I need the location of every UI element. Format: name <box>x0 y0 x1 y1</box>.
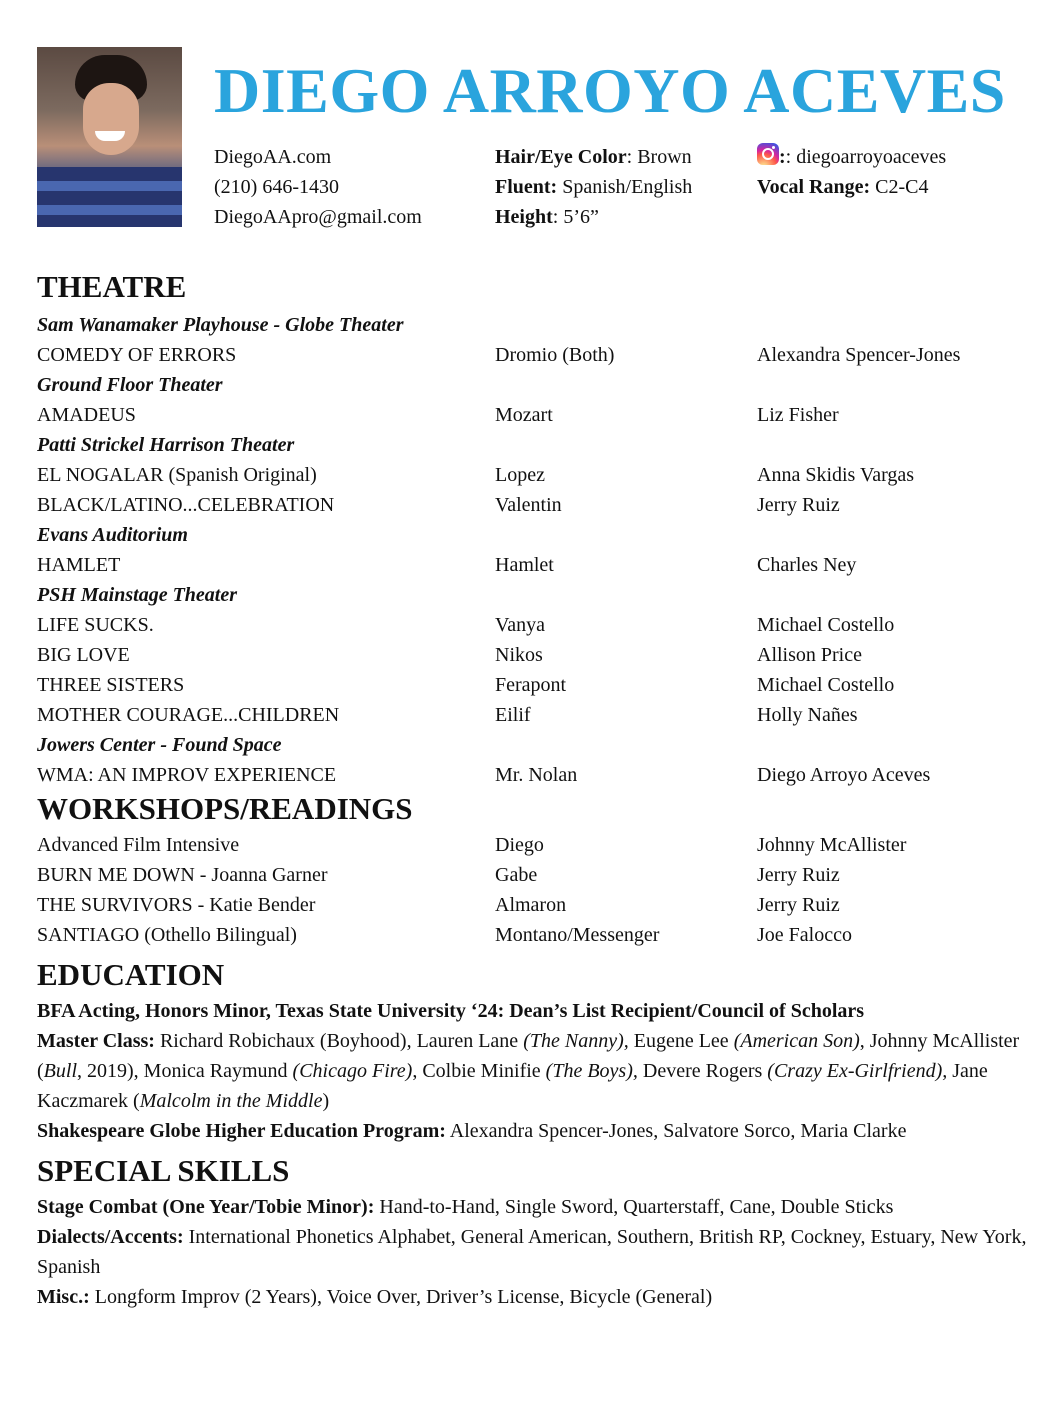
show-title: LIFE SUCKS. <box>37 614 154 636</box>
phone-number[interactable]: (210) 646-1430 <box>214 176 339 198</box>
director: Jerry Ruiz <box>757 494 840 516</box>
show-title: THE SURVIVORS - Katie Bender <box>37 894 316 916</box>
stage-combat: Stage Combat (One Year/Tobie Minor): Hand-to-Hand, Single Sword, Quarterstaff, Cane, Double Sticks <box>37 1196 894 1218</box>
fluent-languages: Fluent: Spanish/English <box>495 176 693 198</box>
instagram-icon <box>757 143 779 165</box>
director: Diego Arroyo Aceves <box>757 764 931 786</box>
role: Vanya <box>495 614 545 636</box>
venue-name: Ground Floor Theater <box>37 374 223 396</box>
photo-face <box>83 83 139 155</box>
venue-name: Jowers Center - Found Space <box>37 734 282 756</box>
resume-body <box>37 266 1027 1312</box>
theatre-group <box>37 430 1027 520</box>
venue-name: Evans Auditorium <box>37 524 188 546</box>
director: Holly Nañes <box>757 704 858 726</box>
role: Mr. Nolan <box>495 764 578 786</box>
credit-row <box>37 460 1027 490</box>
role: Nikos <box>495 644 543 666</box>
director: Allison Price <box>757 644 862 666</box>
show-title: AMADEUS <box>37 404 136 426</box>
degree-line: BFA Acting, Honors Minor, Texas State University ‘24: Dean’s List Recipient/Council of Scholars <box>37 1000 865 1022</box>
show-title: Advanced Film Intensive <box>37 834 240 856</box>
role: Hamlet <box>495 554 554 576</box>
instagram-link[interactable]: :: diegoarroyoaceves <box>757 142 946 172</box>
director: Johnny McAllister <box>757 834 907 856</box>
credit-row <box>37 830 1027 860</box>
credit-row <box>37 670 1027 700</box>
skills-heading: SPECIAL SKILLS <box>37 1153 290 1188</box>
role: Almaron <box>495 894 567 916</box>
globe-program: Shakespeare Globe Higher Education Program: Alexandra Spencer-Jones, Salvatore Sorco, Maria Clarke <box>37 1120 907 1142</box>
venue-name: PSH Mainstage Theater <box>37 584 238 606</box>
social-vocal <box>757 142 946 202</box>
show-title: EL NOGALAR (Spanish Original) <box>37 464 317 486</box>
physical-stats <box>495 142 692 232</box>
dialects-accents: Dialects/Accents: International Phonetics Alphabet, General American, Southern, British RP, Cockney, Estuary, New York, Spanish <box>37 1226 1027 1278</box>
director: Anna Skidis Vargas <box>757 464 915 486</box>
role: Montano/Messenger <box>495 924 660 946</box>
credit-row <box>37 860 1027 890</box>
credit-row <box>37 490 1027 520</box>
role: Ferapont <box>495 674 567 696</box>
show-title: BLACK/LATINO...CELEBRATION <box>37 494 335 516</box>
photo-shirt <box>37 167 182 227</box>
role: Lopez <box>495 464 545 486</box>
role: Diego <box>495 834 544 856</box>
credit-row <box>37 760 1027 790</box>
contact-info <box>214 142 422 232</box>
show-title: MOTHER COURAGE...CHILDREN <box>37 704 340 726</box>
theatre-group <box>37 580 1027 730</box>
role: Mozart <box>495 404 553 426</box>
theatre-group <box>37 310 1027 370</box>
actor-name: DIEGO ARROYO ACEVES <box>214 55 1006 126</box>
credit-row <box>37 890 1027 920</box>
theatre-group <box>37 370 1027 430</box>
director: Joe Falocco <box>757 924 852 946</box>
show-title: THREE SISTERS <box>37 674 185 696</box>
director: Liz Fisher <box>757 404 839 426</box>
misc-skills: Misc.: Longform Improv (2 Years), Voice Over, Driver’s License, Bicycle (General) <box>37 1286 713 1308</box>
credit-row <box>37 700 1027 730</box>
credit-row <box>37 340 1027 370</box>
director: Charles Ney <box>757 554 857 576</box>
director: Michael Costello <box>757 674 895 696</box>
venue-name: Sam Wanamaker Playhouse - Globe Theater <box>37 314 404 336</box>
website-link[interactable]: DiegoAA.com <box>214 146 332 168</box>
show-title: SANTIAGO (Othello Bilingual) <box>37 924 297 946</box>
show-title: HAMLET <box>37 554 121 576</box>
master-class: Master Class: Richard Robichaux (Boyhood), Lauren Lane (The Nanny), Eugene Lee (American Son), Johnny McAllister (Bull, 2019), Monica Raymund (Chicago Fire), Colbie Minifie (The Boys), Devere Rogers (Crazy Ex-Girlfriend), Jane Kaczmarek (Malcolm in the Middle) <box>37 1030 1020 1112</box>
director: Jerry Ruiz <box>757 894 840 916</box>
theatre-group <box>37 730 1027 790</box>
show-title: COMEDY OF ERRORS <box>37 344 237 366</box>
education-heading: EDUCATION <box>37 957 225 992</box>
role: Eilif <box>495 704 531 726</box>
role: Gabe <box>495 864 538 886</box>
workshops-heading: WORKSHOPS/READINGS <box>37 791 413 826</box>
credit-row <box>37 640 1027 670</box>
hair-eye-color: Hair/Eye Color: Brown <box>495 146 692 168</box>
credit-row <box>37 920 1027 950</box>
show-title: WMA: AN IMPROV EXPERIENCE <box>37 764 337 786</box>
show-title: BURN ME DOWN - Joanna Garner <box>37 864 328 886</box>
director: Michael Costello <box>757 614 895 636</box>
headshot-photo <box>37 47 182 227</box>
director: Alexandra Spencer-Jones <box>757 344 961 366</box>
email-link[interactable]: DiegoAApro@gmail.com <box>214 206 422 228</box>
theatre-group <box>37 520 1027 580</box>
director: Jerry Ruiz <box>757 864 840 886</box>
role: Valentin <box>495 494 562 516</box>
role: Dromio (Both) <box>495 344 615 366</box>
show-title: BIG LOVE <box>37 644 130 666</box>
credit-row <box>37 610 1027 640</box>
credit-row <box>37 550 1027 580</box>
vocal-range: Vocal Range: C2-C4 <box>757 176 929 198</box>
credit-row <box>37 400 1027 430</box>
venue-name: Patti Strickel Harrison Theater <box>37 434 295 456</box>
theatre-heading: THEATRE <box>37 269 187 304</box>
height: Height: 5’6” <box>495 206 599 228</box>
